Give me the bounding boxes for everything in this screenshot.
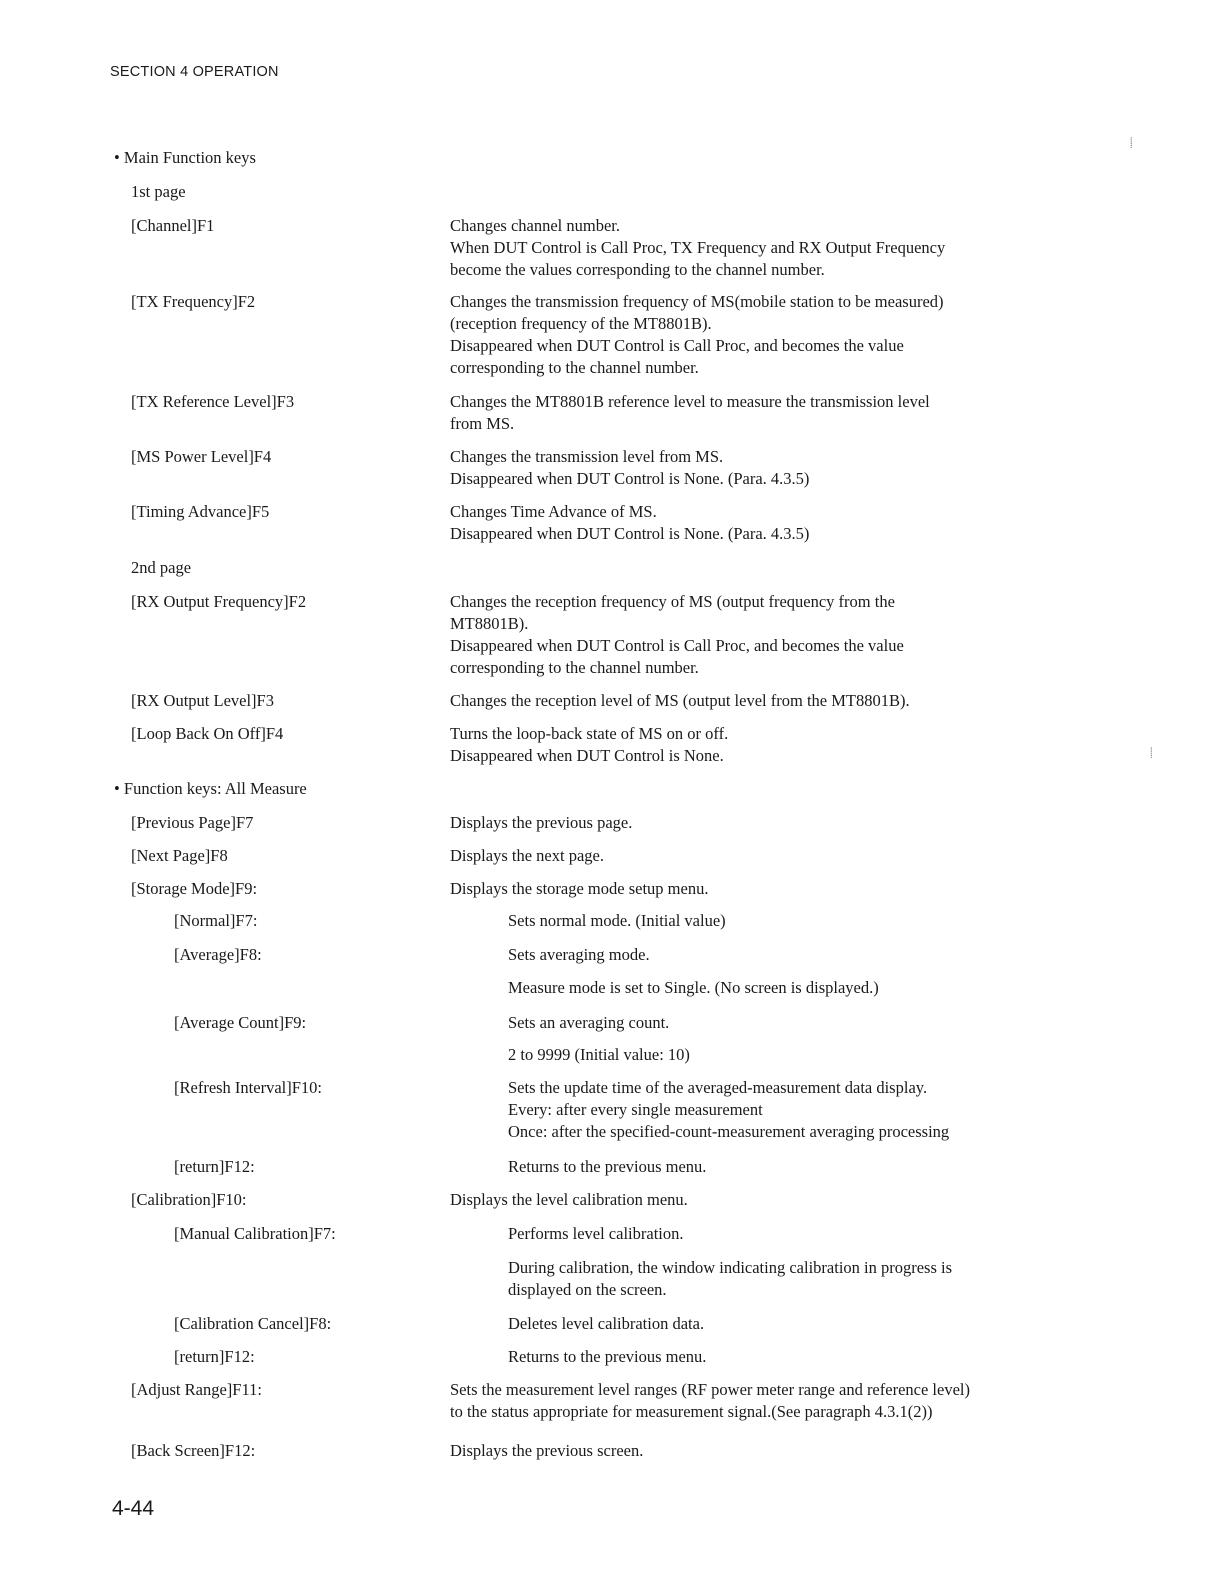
desc-line: Disappeared when DUT Control is None. (Para. 4.3.5) bbox=[450, 469, 810, 488]
key-next-page: [Next Page]F8 bbox=[131, 846, 228, 865]
desc-line: Displays the level calibration menu. bbox=[450, 1190, 688, 1209]
page-number: 4-44 bbox=[112, 1497, 155, 1520]
desc-line: Sets an averaging count. bbox=[508, 1013, 670, 1032]
desc-line: Sets the measurement level ranges (RF power meter range and reference level) bbox=[450, 1380, 970, 1399]
key-rx-output-level: [RX Output Level]F3 bbox=[131, 691, 274, 710]
desc-line: Deletes level calibration data. bbox=[508, 1314, 705, 1333]
desc-line: Sets normal mode. (Initial value) bbox=[508, 911, 726, 930]
desc-line: During calibration, the window indicating calibration in progress is bbox=[508, 1258, 953, 1277]
all-measure-heading: • Function keys: All Measure bbox=[114, 779, 307, 798]
desc-line: Displays the storage mode setup menu. bbox=[450, 879, 709, 898]
desc-line: Changes the transmission frequency of MS(mobile station to be measured) bbox=[450, 292, 944, 311]
desc-line: Sets the update time of the averaged-measurement data display. bbox=[508, 1078, 928, 1097]
key-rx-output-frequency: [RX Output Frequency]F2 bbox=[131, 592, 307, 611]
desc-line: Measure mode is set to Single. (No screen is displayed.) bbox=[508, 978, 879, 997]
heading-text: Main Function keys bbox=[123, 148, 256, 167]
key-tx-reference-level: [TX Reference Level]F3 bbox=[131, 392, 295, 411]
key-adjust-range: [Adjust Range]F11: bbox=[131, 1380, 262, 1399]
second-page-label: 2nd page bbox=[131, 558, 192, 577]
desc-line: Changes Time Advance of MS. bbox=[450, 502, 657, 521]
key-refresh-interval: [Refresh Interval]F10: bbox=[174, 1078, 322, 1097]
main-function-keys-heading: • Main Function keys bbox=[114, 148, 256, 167]
desc-line: Disappeared when DUT Control is Call Proc, and becomes the value bbox=[450, 336, 904, 355]
key-calibration-return: [return]F12: bbox=[174, 1347, 255, 1366]
desc-line: Once: after the specified-count-measurement averaging processing bbox=[508, 1122, 950, 1141]
desc-line: Every: after every single measurement bbox=[508, 1100, 763, 1119]
desc-line: Displays the previous page. bbox=[450, 813, 633, 832]
desc-line: corresponding to the channel number. bbox=[450, 658, 699, 677]
desc-line: Returns to the previous menu. bbox=[508, 1157, 707, 1176]
key-calibration: [Calibration]F10: bbox=[131, 1190, 247, 1209]
desc-line: Changes the reception frequency of MS (output frequency from the bbox=[450, 592, 895, 611]
desc-line: to the status appropriate for measurement signal.(See paragraph 4.3.1(2)) bbox=[450, 1402, 933, 1421]
desc-line: Returns to the previous menu. bbox=[508, 1347, 707, 1366]
desc-line: Disappeared when DUT Control is None. bbox=[450, 746, 724, 765]
key-calibration-cancel: [Calibration Cancel]F8: bbox=[174, 1314, 332, 1333]
desc-line: Sets averaging mode. bbox=[508, 945, 650, 964]
key-normal: [Normal]F7: bbox=[174, 911, 258, 930]
scan-speck: ⸽ bbox=[1150, 748, 1153, 759]
key-ms-power-level: [MS Power Level]F4 bbox=[131, 447, 272, 466]
key-timing-advance: [Timing Advance]F5 bbox=[131, 502, 270, 521]
desc-line: Disappeared when DUT Control is Call Proc, and becomes the value bbox=[450, 636, 904, 655]
heading-text: Function keys: All Measure bbox=[123, 779, 307, 798]
desc-line: Turns the loop-back state of MS on or off. bbox=[450, 724, 729, 743]
desc-line: Changes the transmission level from MS. bbox=[450, 447, 724, 466]
desc-line: from MS. bbox=[450, 414, 515, 433]
key-storage-return: [return]F12: bbox=[174, 1157, 255, 1176]
desc-line: 2 to 9999 (Initial value: 10) bbox=[508, 1045, 690, 1064]
desc-line: Changes the reception level of MS (output level from the MT8801B). bbox=[450, 691, 910, 710]
desc-line: MT8801B). bbox=[450, 614, 529, 633]
key-channel: [Channel]F1 bbox=[131, 216, 215, 235]
desc-line: Displays the previous screen. bbox=[450, 1441, 644, 1460]
section-header: SECTION 4 OPERATION bbox=[110, 64, 279, 80]
key-storage-mode: [Storage Mode]F9: bbox=[131, 879, 258, 898]
key-loop-back-on-off: [Loop Back On Off]F4 bbox=[131, 724, 284, 743]
key-tx-frequency: [TX Frequency]F2 bbox=[131, 292, 256, 311]
scan-speck: ⸽ bbox=[1130, 138, 1133, 149]
desc-line: displayed on the screen. bbox=[508, 1280, 667, 1299]
desc-line: Performs level calibration. bbox=[508, 1224, 684, 1243]
first-page-label: 1st page bbox=[131, 182, 186, 201]
desc-line: Displays the next page. bbox=[450, 846, 604, 865]
key-previous-page: [Previous Page]F7 bbox=[131, 813, 254, 832]
desc-line: Changes channel number. bbox=[450, 216, 620, 235]
key-manual-calibration: [Manual Calibration]F7: bbox=[174, 1224, 336, 1243]
key-average: [Average]F8: bbox=[174, 945, 262, 964]
key-back-screen: [Back Screen]F12: bbox=[131, 1441, 256, 1460]
desc-line: Disappeared when DUT Control is None. (Para. 4.3.5) bbox=[450, 524, 810, 543]
desc-line: become the values corresponding to the channel number. bbox=[450, 260, 825, 279]
desc-line: Changes the MT8801B reference level to measure the transmission level bbox=[450, 392, 930, 411]
desc-line: When DUT Control is Call Proc, TX Frequency and RX Output Frequency bbox=[450, 238, 946, 257]
key-average-count: [Average Count]F9: bbox=[174, 1013, 307, 1032]
desc-line: corresponding to the channel number. bbox=[450, 358, 699, 377]
desc-line: (reception frequency of the MT8801B). bbox=[450, 314, 712, 333]
